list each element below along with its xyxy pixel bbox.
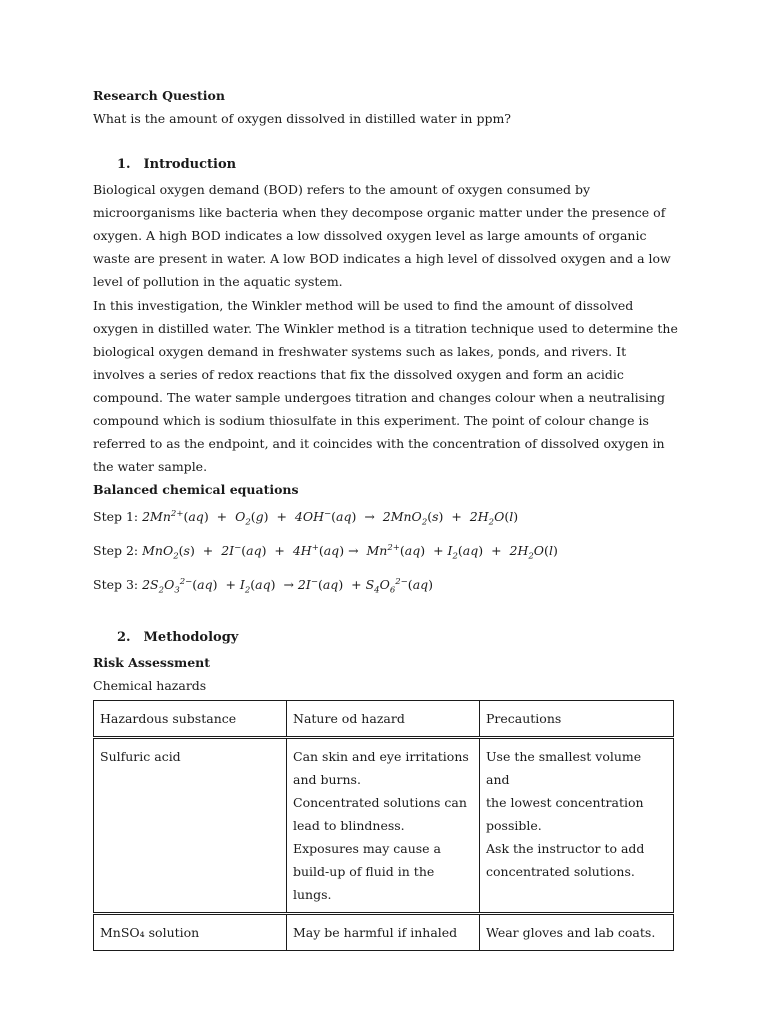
introduction-title: Introduction (143, 157, 237, 172)
chemical-hazards-label: Chemical hazards (93, 678, 207, 693)
methodology-heading (117, 630, 238, 645)
step-1-label: Step 1: (93, 509, 139, 524)
header-hazard: Nature od hazard (287, 701, 480, 738)
step-3-label: Step 3: (93, 577, 139, 592)
cell-substance: MnSO₄ solution (94, 914, 287, 951)
table-header-row (94, 701, 674, 738)
cell-hazard: May be harmful if inhaled (287, 914, 480, 951)
equation-3-formula: $2S_2O_3^{2-}(aq) + I_2(aq) \to 2I^-(aq) + S_4O_6^{2-}(aq)$ (142, 576, 434, 596)
table-row (94, 738, 674, 914)
equation-step-2 (93, 539, 558, 563)
risk-assessment-heading: Risk Assessment (93, 655, 211, 670)
equation-2-formula: $MnO_2(s) + 2I^-(aq) + 4H^+(aq) \to Mn^{2+}(aq) + I_2(aq) + 2H_2O(l)$ (142, 542, 558, 562)
hazards-table (93, 700, 674, 951)
methodology-number: 2. (117, 630, 131, 645)
equation-step-1 (93, 505, 518, 529)
header-substance: Hazardous substance (94, 701, 287, 738)
introduction-heading (117, 157, 236, 172)
equations-heading: Balanced chemical equations (93, 482, 299, 497)
introduction-number: 1. (117, 157, 131, 172)
step-2-label: Step 2: (93, 543, 139, 558)
table-row (94, 914, 674, 951)
equation-step-3 (93, 573, 433, 597)
cell-precautions: Wear gloves and lab coats. (480, 914, 674, 951)
introduction-para-2: In this investigation, the Winkler method will be used to find the amount of dissolved oxygen in distilled water. The Winkler method is a titration technique used to determine the biological oxygen demand in freshwater systems such as lakes, ponds, and rivers. It involves a series of redox reactions that fix the dissolved oxygen and form an acidic compound. The water sample undergoes titration and changes colour when a neutralising compound which is sodium thiosulfate in this experiment. The point of colour change is referred to as the endpoint, and it coincides with the concentration of dissolved oxygen in the water sample. (93, 298, 678, 474)
introduction-para-1: Biological oxygen demand (BOD) refers to the amount of oxygen consumed by microorganisms like bacteria when they decompose organic matter under the presence of oxygen. A high BOD indicates a low dissolved oxygen level as large amounts of organic waste are present in water. A low BOD indicates a high level of dissolved oxygen and a low level of pollution in the aquatic system. (93, 182, 671, 289)
research-question-section (93, 84, 678, 130)
research-question-heading: Research Question (93, 88, 225, 103)
cell-substance: Sulfuric acid (94, 738, 287, 914)
cell-hazard: Can skin and eye irritations and burns. Concentrated solutions can lead to blindness. Exposures may cause a build-up of fluid in the lungs. (287, 738, 480, 914)
methodology-title: Methodology (143, 630, 239, 645)
risk-assessment-section (93, 651, 678, 697)
research-question-text: What is the amount of oxygen dissolved in distilled water in ppm? (93, 111, 512, 126)
cell-precautions: Use the smallest volume and the lowest concentration possible. Ask the instructor to add concentrated solutions. (480, 738, 674, 914)
header-precautions: Precautions (480, 701, 674, 738)
equation-1-formula: $2Mn^{2+}(aq) + O_2(g) + 4OH^-(aq) \to 2MnO_2(s) + 2H_2O(l)$ (142, 508, 519, 528)
